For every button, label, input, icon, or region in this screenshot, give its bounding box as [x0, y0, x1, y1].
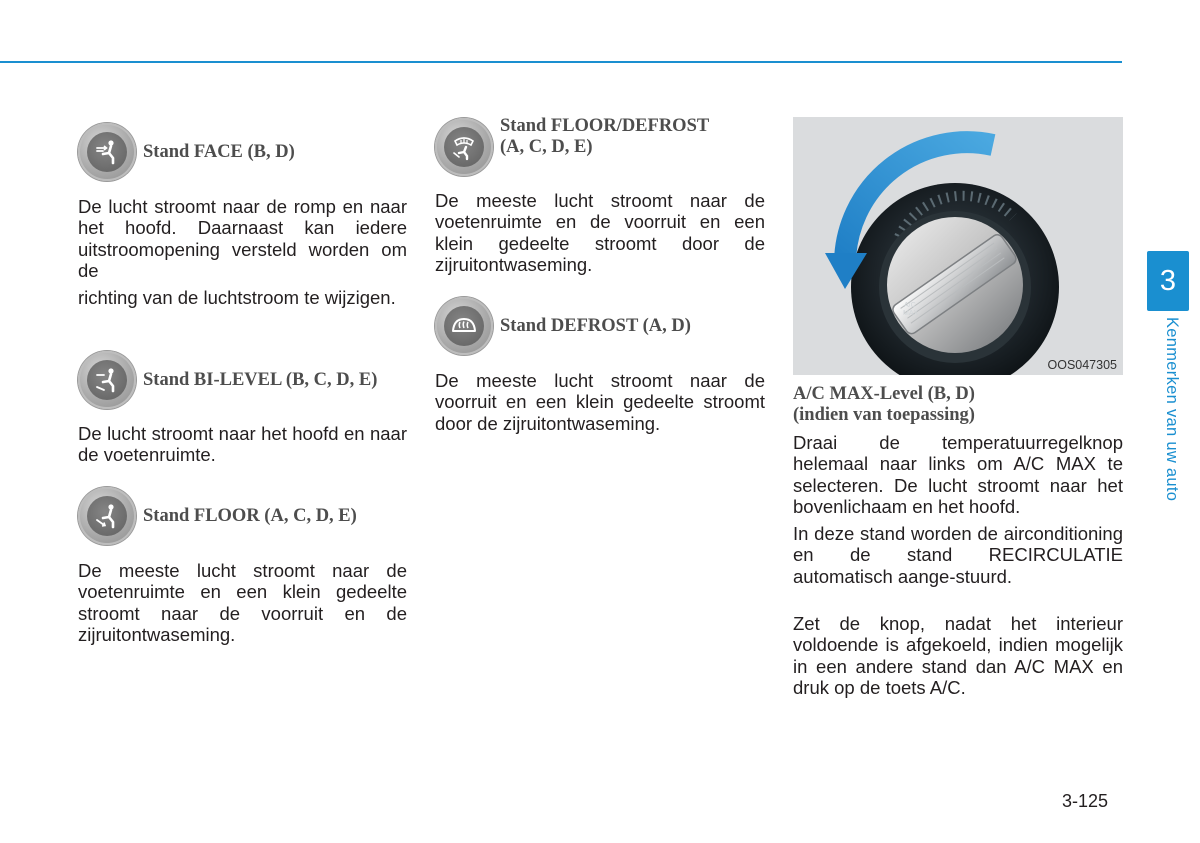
mode-face-text: De lucht stroomt naar de romp en naar het hoofd. Daarnaast kan iedere uitstroomopening versteld worden om de — [78, 196, 407, 281]
knob-label-ac: A/C — [904, 302, 916, 309]
mode-floor-defrost-title: Stand FLOOR/DEFROST — [500, 116, 710, 136]
mode-face — [78, 123, 295, 181]
mode-floor-defrost-text: De meeste lucht stroomt naar de voetenruimte en de voorruit en een klein gedeelte stroomt door de zijruitontwaseming. — [435, 190, 765, 275]
ac-max-heading-title: A/C MAX-Level (B, D) — [793, 384, 975, 404]
temperature-knob-illustration — [793, 117, 1123, 375]
mode-defrost-text: De meeste lucht stroomt naar de voorruit en een klein gedeelte stroomt door de zijruitontwaseming. — [435, 370, 765, 434]
ac-max-text-2: In deze stand worden de airconditioning en de stand RECIRCULATIE automatisch aange-stuurd. — [793, 523, 1123, 587]
mode-face-title: Stand FACE (B, D) — [143, 141, 295, 162]
mode-defrost — [435, 297, 691, 355]
ac-max-text-1: Draai de temperatuurregelknop helemaal naar links om A/C MAX te selecteren. De lucht stroomt naar het bovenlichaam en het hoofd. — [793, 432, 1123, 517]
mode-floor-title: Stand FLOOR (A, C, D, E) — [143, 505, 357, 526]
mode-defrost-title: Stand DEFROST (A, D) — [500, 315, 691, 336]
page-number: 3-125 — [1062, 791, 1109, 811]
mode-bi-level — [78, 351, 377, 409]
mode-floor-defrost-subtitle: (A, C, D, E) — [500, 137, 593, 157]
face-vent-icon — [78, 123, 136, 181]
figure-code: OOS047305 — [1047, 358, 1117, 372]
mode-floor-defrost — [435, 116, 709, 176]
mode-floor-text: De meeste lucht stroomt naar de voetenruimte en een klein gedeelte stroomt naar de voorruit en de zijruitontwaseming. — [78, 560, 407, 645]
chapter-tab[interactable]: 3 — [1147, 251, 1189, 311]
mode-bi-level-text: De lucht stroomt naar het hoofd en naar de voetenruimte. — [78, 423, 407, 466]
mode-face-text-continued: richting van de luchtstroom te wijzigen. — [78, 287, 396, 308]
defrost-icon — [435, 297, 493, 355]
mode-floor — [78, 487, 357, 545]
floor-defrost-icon — [435, 118, 493, 176]
mode-bi-level-title: Stand BI-LEVEL (B, C, D, E) — [143, 369, 378, 390]
ac-max-heading-note: (indien van toepassing) — [793, 405, 975, 425]
ac-max-heading — [793, 384, 975, 426]
bi-level-vent-icon — [78, 351, 136, 409]
knob-label-max: MAX — [903, 310, 919, 317]
ac-max-text-3: Zet de knop, nadat het interieur voldoende is afgekoeld, indien mogelijk in een andere stand dan A/C MAX en druk op de toets A/C. — [793, 613, 1123, 698]
ac-max-knob-figure — [793, 117, 1123, 375]
header-rule — [0, 61, 1122, 63]
chapter-label: Kenmerken van uw auto — [1163, 317, 1181, 502]
floor-vent-icon — [78, 487, 136, 545]
